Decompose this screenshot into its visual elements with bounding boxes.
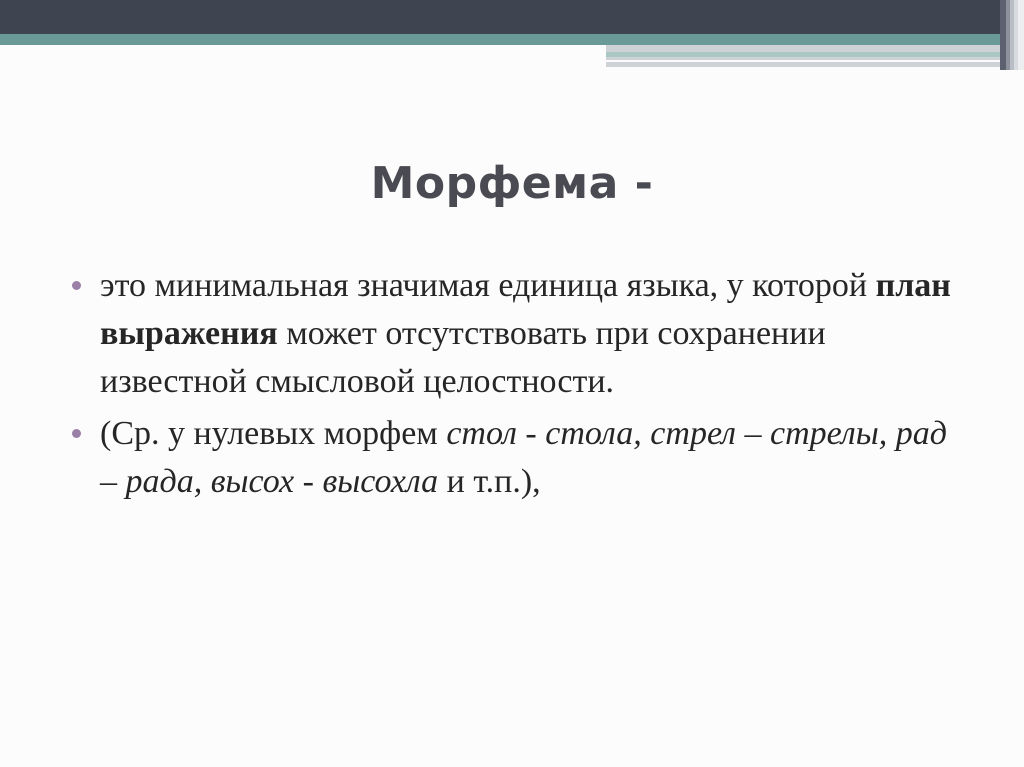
- definition-text-start: это минимальная значимая единица языка, у которой: [100, 267, 876, 304]
- examples-suffix: и т.п.),: [438, 463, 541, 500]
- slide-title: Морфема -: [370, 158, 654, 209]
- header-band-divider: [606, 60, 1000, 62]
- header-band-dark: [0, 0, 1024, 34]
- examples-prefix: (Ср. у нулевых морфем: [100, 415, 447, 452]
- bullet-definition: [70, 262, 970, 406]
- header-band-teal: [0, 34, 1000, 45]
- header-edge-stripe: [1018, 0, 1024, 70]
- bullet-dot-icon: [72, 429, 81, 438]
- bullet-examples: [70, 410, 970, 506]
- definition-bold-term: план выражения: [100, 267, 951, 352]
- definition-text-end: может отсутствовать при сохранении известной смысловой целостности.: [100, 315, 826, 400]
- header-band-accent: [606, 52, 1000, 57]
- bullet-dot-icon: [72, 281, 81, 290]
- slide-body: [70, 262, 970, 510]
- examples-italic: стол - стола, стрел – стрелы, рад – рада, высох - высохла: [100, 415, 947, 500]
